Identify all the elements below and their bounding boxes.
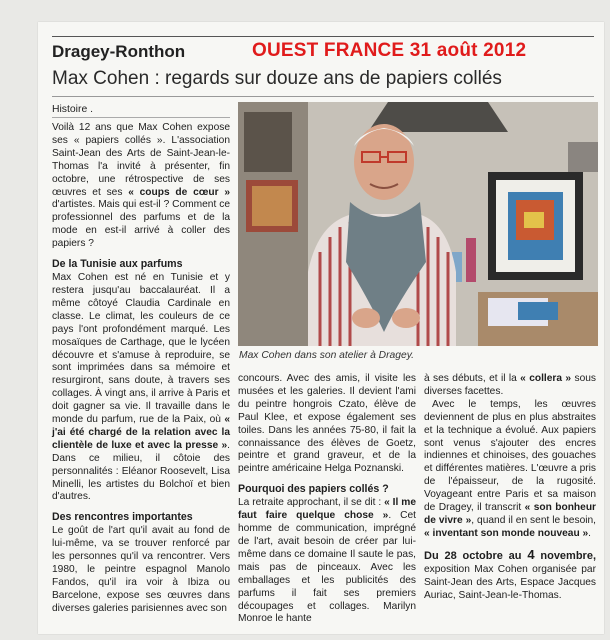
subhead-papiers-colles: Pourquoi des papiers collés ? <box>238 483 389 496</box>
article-headline: Max Cohen : regards sur douze ans de papiers collés <box>52 68 502 89</box>
intro-paragraph: Voilà 12 ans que Max Cohen expose ses « papiers collés ». L'association Saint-Jean des Arts de Saint-Jean-le-Thomas l'a invité à présenter, fin octobre, une rétrospective de ses œuvres et ses « coups de cœur » d'artistes. Mais qui est-il ? Comment ce professionnel des parfums et de la mode en est-il arrivé à coller des papiers ? <box>52 122 230 250</box>
edition-date: OUEST FRANCE 31 août 2012 <box>252 40 527 61</box>
concours-paragraph: concours. Avec des amis, il visite les musées et les galeries. Il devient l'ami du peintre hongrois Czato, élève de Paul Klee, et expose également ses toiles. Dans les années 75-80, il fait la connaissance des élèves de Goetz, peintre et grand graveur, et de la peintre américaine Helga Poznanski. <box>238 373 416 475</box>
column-2 <box>238 373 416 626</box>
rubric-label: Histoire . <box>52 104 230 118</box>
headline-rule <box>52 96 594 97</box>
exhibition-dates: Du 28 octobre au 4 novembre, <box>424 546 597 562</box>
exhibition-paragraph: Du 28 octobre au 4 novembre, exposition Max Cohen organisée par Saint-Jean des Arts, Espace Jacques Auriac, Saint-Jean-le-Thomas. <box>424 546 597 601</box>
newspaper-clipping <box>38 22 604 634</box>
artist-photo <box>238 102 598 346</box>
studio-illustration <box>238 102 598 346</box>
subhead-tunisie: De la Tunisie aux parfums <box>52 258 183 271</box>
retraite-paragraph: La retraite approchant, il se dit : « Il me faut faire quelque chose ». Cet homme de communication, imprégné de l'art, avait besoin de créer par lui-même dans ce domaine Il saute le pas, mais pas de pinceaux. Avec les emballages et les publicités des parfums il fait ses premiers découpages et collages. Marilyn Monroe le hante <box>238 497 417 625</box>
locality-heading: Dragey-Ronthon <box>52 42 186 61</box>
subhead-rencontres: Des rencontres importantes <box>52 511 193 524</box>
top-rule <box>52 36 594 37</box>
column-3 <box>424 373 596 602</box>
tunisie-paragraph: Max Cohen est né en Tunisie et y restera jusqu'au baccalauréat. Il a même côtoyé Claudia Cardinale en classe. Le climat, les couleurs de ce pays l'ont profondément marqué. Les mosaïques de Carthage, que le lycéen découvre et s'amuse à reproduire, se sont imprimées dans sa mémoire et resurgiront, sans doute, à travers ses collages. À vingt ans, il arrive à Paris et doit gagner sa vie. Il travaille dans le monde du parfum, rue de la Paix, où « j'ai été chargé de la relation avec la clientèle de luxe et avec la presse ». Dans ce milieu, il côtoie des personnalités : Eléanor Roosevelt, Lisa Minelli, les artistes du Bolchoï et bien d'autres. <box>52 272 230 503</box>
column-1 <box>52 104 230 616</box>
rencontres-paragraph: Le goût de l'art qu'il avait au fond de lui-même, va se trouver renforcé par les personnes qu'il va rencontrer. Vers 1980, le peintre espagnol Manolo Fandos, qu'il ira voir à Ibiza ou Barcelone, expose ses œuvres dans diverses galeries parisiennes avec son <box>52 525 230 614</box>
photo-caption: Max Cohen dans son atelier à Dragey. <box>239 350 414 361</box>
evolution-paragraph: Avec le temps, les œuvres deviennent de plus en plus abstraites et la technique a évolué. Aux papiers sont venus s'ajouter des encres indiennes et chinoises, des gouaches et différentes matières. L'œuvre a pris de l'épaisseur, de la rugosité. Voyageant entre Paris et sa maison de Dragey, il transcrit « son bonheur de vivre », quand il en sent le besoin, « inventant son monde nouveau ». <box>424 398 597 539</box>
debuts-paragraph: à ses débuts, et il la « collera » sous diverses facettes. <box>424 373 596 397</box>
